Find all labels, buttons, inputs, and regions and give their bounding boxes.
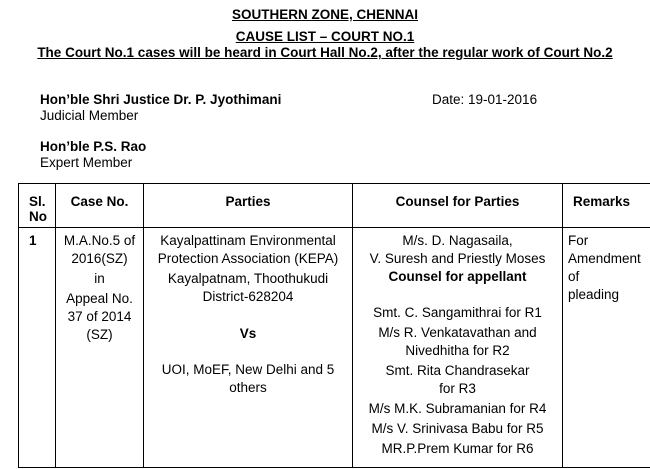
remarks-line: pleading: [568, 287, 620, 302]
respondent-counsel-line: M/s R. Venkatavathan and: [378, 325, 537, 340]
respondent-counsel-line: MR.P.Prem Kumar for R6: [381, 441, 534, 456]
row-counsel-cell: [353, 228, 563, 468]
row-parties-cell: [144, 228, 353, 468]
case-line: in: [94, 271, 105, 286]
appellant-line: District-628204: [202, 289, 294, 304]
respondent-counsel-line: M/s M.K. Subramanian for R4: [368, 401, 547, 416]
appellant-counsel-line: V. Suresh and Priestly Moses: [369, 251, 546, 266]
appellant-counsel-line: M/s. D. Nagasaila,: [402, 233, 513, 248]
case-line: M.A.No.5 of: [63, 233, 136, 248]
case-line: (SZ): [86, 327, 113, 342]
remarks-line: Amendment of: [568, 251, 641, 284]
respondent-counsel-line: M/s V. Srinivasa Babu for R5: [371, 421, 544, 436]
col-header-sl-line1: Sl.: [29, 194, 46, 209]
respondent-counsel-line: Nivedhitha for R2: [405, 343, 510, 358]
member2-role: Expert Member: [40, 155, 133, 170]
respondent-counsel-line: for R3: [439, 381, 476, 396]
counsel-block: [353, 228, 562, 458]
row-sl-number: 1: [29, 233, 37, 248]
col-header-sl-line2: No: [29, 209, 47, 224]
member1-role: Judicial Member: [40, 108, 139, 123]
respondent-line: others: [229, 380, 267, 395]
remarks-block: [563, 228, 650, 304]
col-header-sl: [19, 184, 56, 228]
case-line: 37 of 2014: [67, 309, 132, 324]
appellant-line: Protection Association (KEPA): [157, 251, 339, 266]
appellant-counsel-heading: Counsel for appellant: [388, 269, 527, 284]
row-case-cell: [56, 228, 144, 468]
respondent-counsel-line: Smt. C. Sangamithrai for R1: [373, 305, 542, 320]
row-sl-cell: [19, 228, 56, 468]
case-line: 2016(SZ): [71, 251, 128, 266]
case-line: Appeal No.: [66, 291, 133, 306]
col-header-case-no: Case No.: [56, 184, 144, 228]
col-header-remarks: Remarks: [563, 184, 650, 228]
remarks-line: For: [568, 233, 589, 248]
cause-list-date: Date: 19-01-2016: [432, 92, 538, 107]
versus-label: Vs: [239, 326, 257, 341]
court-notice: The Court No.1 cases will be heard in Court Hall No.2, after the regular work of Court No.2: [37, 45, 613, 60]
respondent-counsel-line: Smt. Rita Chandrasekar: [385, 363, 530, 378]
appellant-line: Kayalpattinam Environmental: [160, 233, 336, 248]
table-header-row: [19, 184, 650, 228]
appellant-line: Kayalpatnam, Thoothukudi: [167, 271, 329, 286]
col-header-counsel: Counsel for Parties: [353, 184, 563, 228]
row-remarks-cell: [563, 228, 650, 468]
table-row: [19, 228, 650, 468]
respondent-line: UOI, MoEF, New Delhi and 5: [161, 362, 335, 377]
parties-block: [144, 228, 352, 397]
col-header-parties: Parties: [144, 184, 353, 228]
cause-list-title: CAUSE LIST – COURT NO.1: [235, 29, 415, 44]
zone-title: SOUTHERN ZONE, CHENNAI: [231, 7, 418, 22]
member1-name: Hon’ble Shri Justice Dr. P. Jyothimani: [40, 92, 282, 107]
case-number-block: [56, 228, 143, 344]
cause-list-table: [18, 183, 650, 468]
member2-name: Hon’ble P.S. Rao: [40, 139, 147, 154]
